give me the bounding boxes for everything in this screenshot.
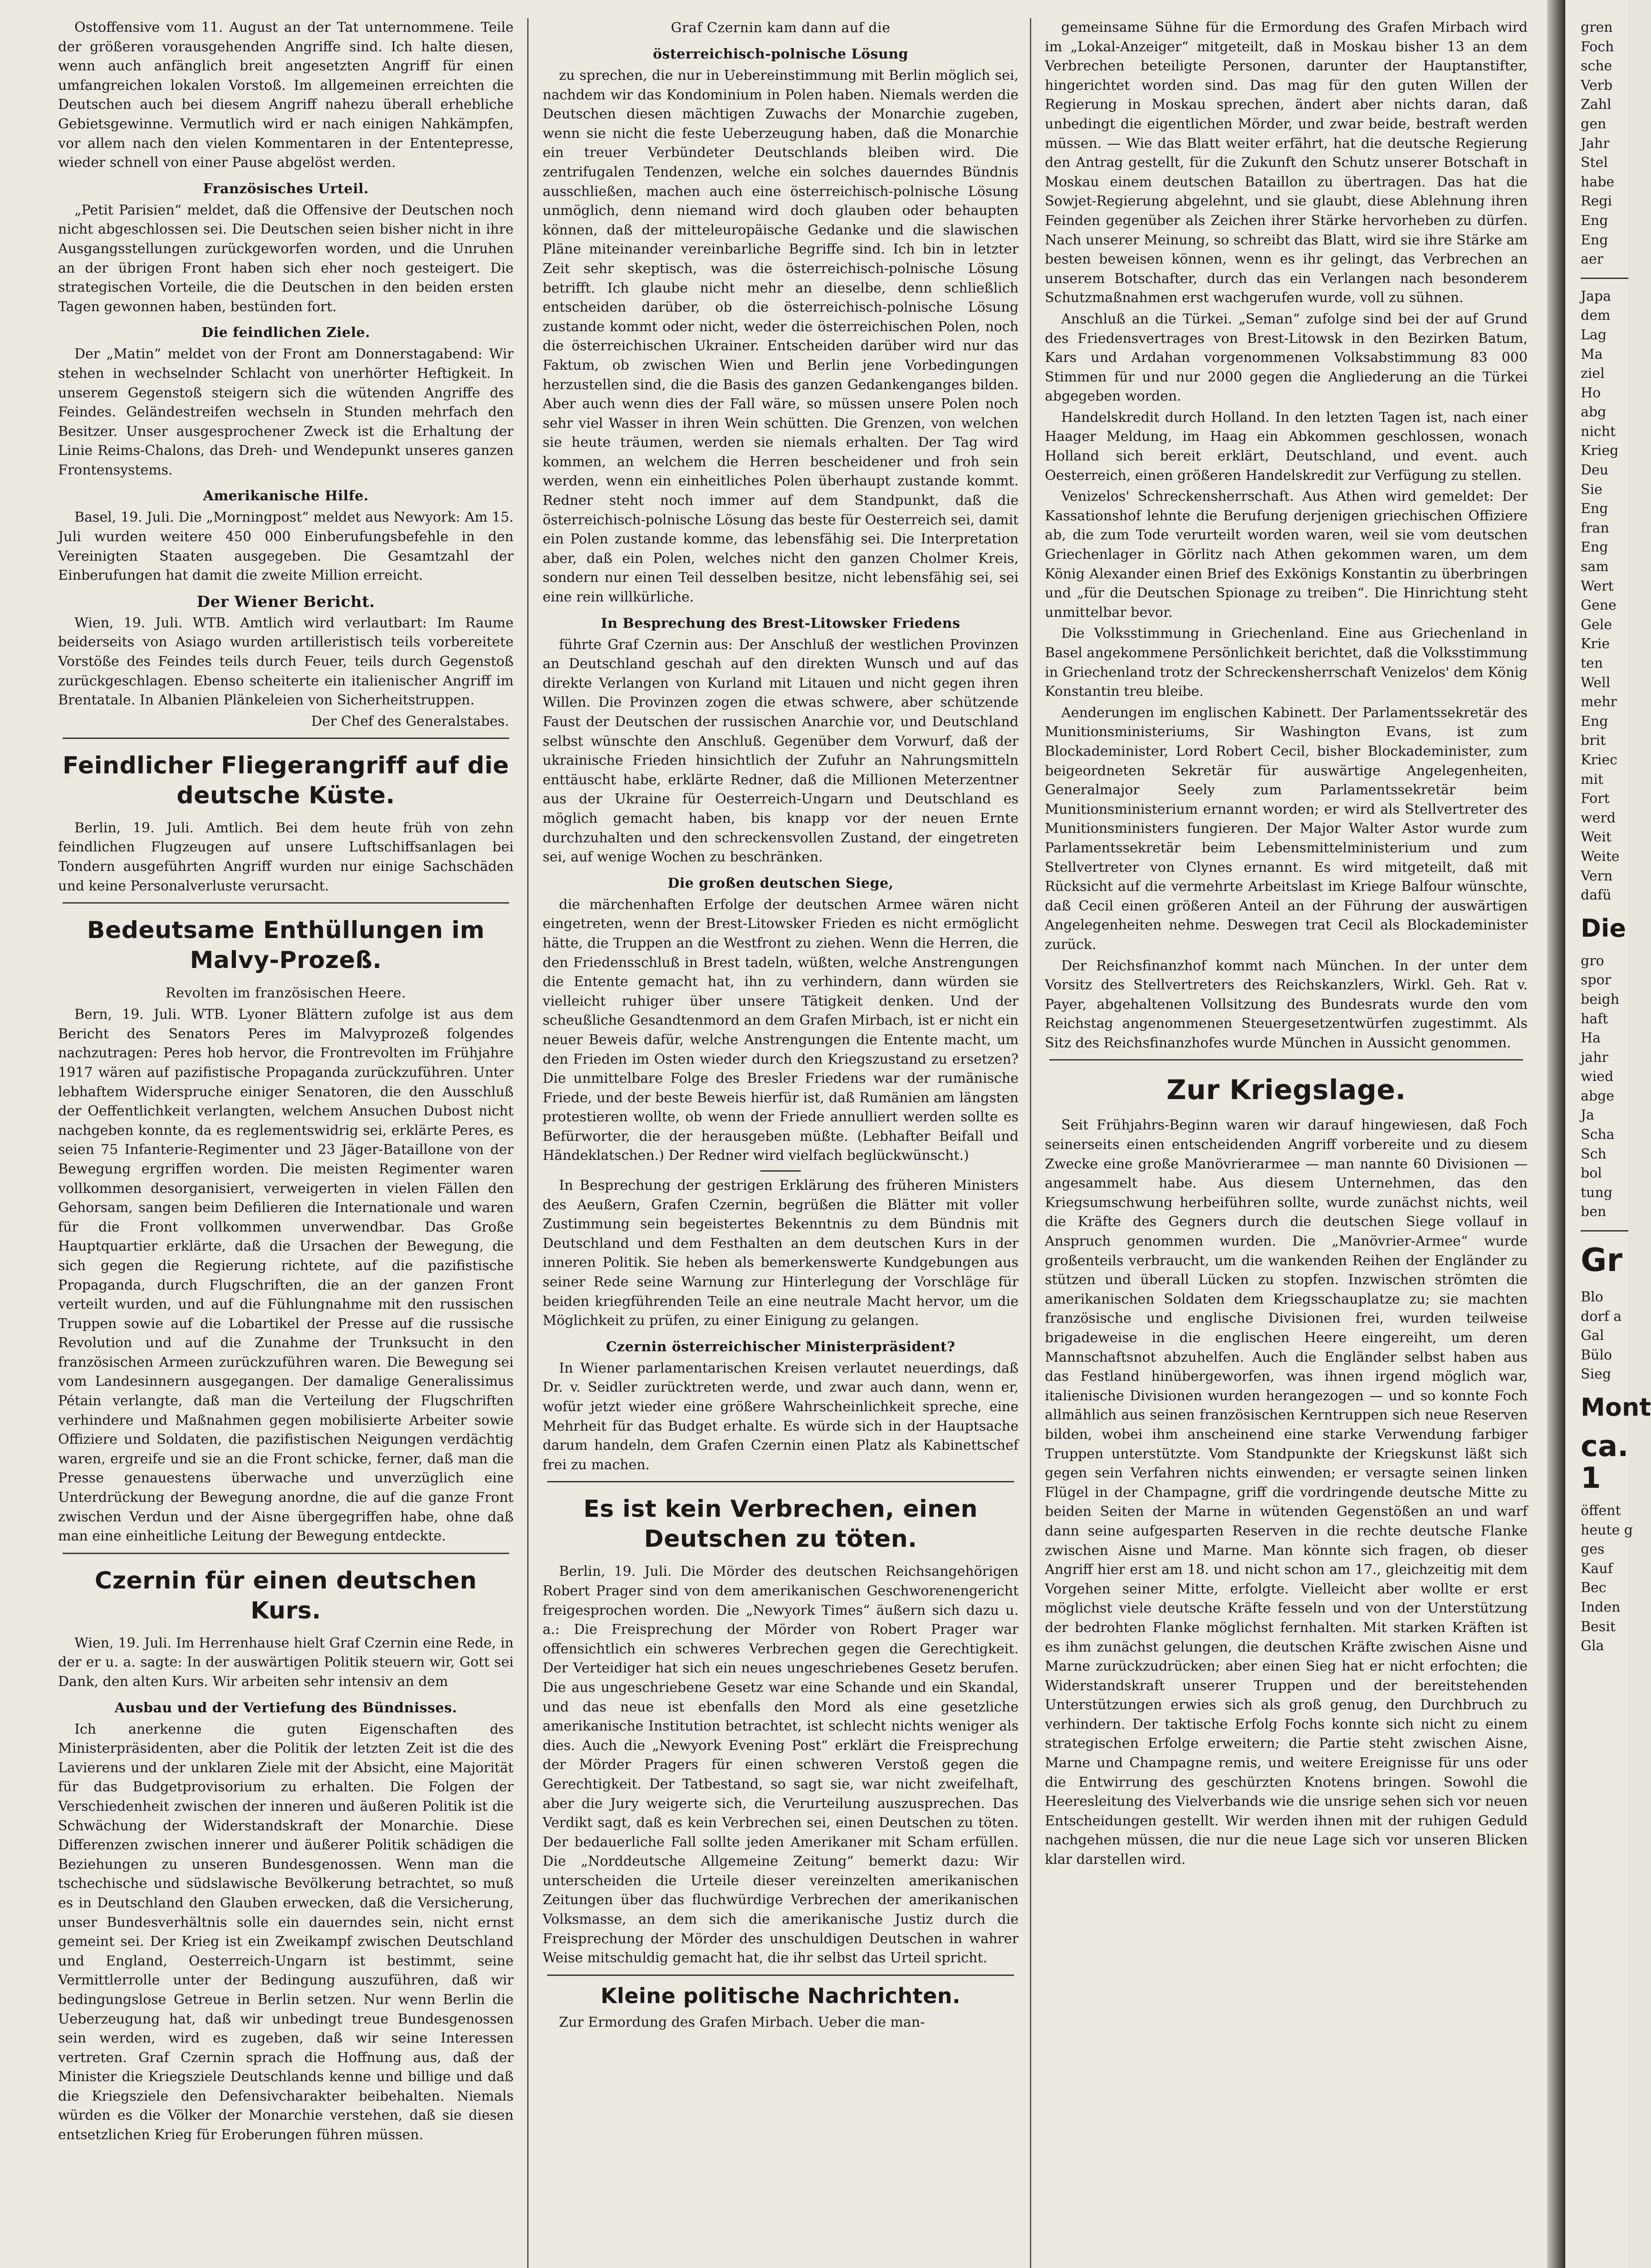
fragment-line: Inden: [1581, 1599, 1621, 1615]
signature-line: Der Chef des Generalstabes.: [311, 713, 509, 729]
fragment-line: ten: [1581, 655, 1603, 671]
article-paragraph: Berlin, 19. Juli. Amtlich. Bei dem heute früh von zehn feindlichen Flugzeugen auf unsere Luftschiffsanlagen bei Tondern ausgeführten Angriff wurden nur einige Sachschäden und keine Personalverluste verursacht.: [58, 820, 514, 894]
article-paragraph: führte Graf Czernin aus: Der Anschluß der westlichen Provinzen an Deutschland geschah auf den direkten Wunsch und auf das direkte Verlangen von Kurland mit Litauen und nicht gegen ihren Willen. Die Provinzen zogen die etwas schwere, aber schützende Faust der Deutschen der russischen Anarchie vor, und Deutschland selbst wünschte den Anschluß. Gegenüber dem Vorwurf, daß der ukrainische Frieden hinsichtlich der Zufuhr an Nahrungsmitteln enttäuscht habe, erklärte Redner, daß die Millionen Meterzentner aus der Ukraine für Oesterreich-Ungarn und Deutschland es möglich gemacht haben, bis knapp vor der neuen Ernte durchzuhalten und den schreckensvollen Zustand, der eingetreten sei, auf wenige Wochen zu beschränken.: [543, 636, 1019, 865]
fragment-line: abge: [1581, 1088, 1615, 1104]
section-heading: Revolten im französischen Heere.: [165, 985, 407, 1002]
fragment-line: Eng: [1581, 539, 1608, 556]
fragment-line: Blo: [1581, 1289, 1603, 1305]
headline: Czernin für einen deutschen Kurs.: [94, 1567, 477, 1624]
fragment-line: Gla: [1581, 1638, 1604, 1654]
fragment-line: ges: [1581, 1541, 1605, 1558]
fragment-line: dem: [1581, 308, 1611, 324]
divider: [547, 1481, 1014, 1482]
fragment-line: Lag: [1581, 327, 1607, 343]
fragment-headline: ca. 1: [1581, 1430, 1629, 1495]
article-paragraph: In Besprechung der gestrigen Erklärung des früheren Ministers des Aeußern, Grafen Czernin, begrüßen die Blätter mit voller Zustimmung sein begeistertes Bekenntnis zu dem Bündnis mit Deutschland und dem Festhalten an dem deutschen Kurs in der inneren Politik. Sie heben als bemerkenswerte Kundgebungen aus seiner Rede seine Warnung zur Hinterlegung der Vorschläge für beiden kriegführenden Teile an eine neutrale Macht hervor, um die Möglichkeit zu prüfen, zu einer Einigung zu gelangen.: [543, 1178, 1019, 1329]
fragment-line: Gene: [1581, 597, 1617, 614]
fragment-line: bol: [1581, 1165, 1602, 1182]
fragment-line: Ho: [1581, 385, 1601, 401]
column-rule: [1030, 18, 1031, 2268]
fragment-line: gro: [1581, 953, 1604, 969]
fragment-line: gen: [1581, 116, 1607, 132]
article-paragraph: Berlin, 19. Juli. Die Mörder des deutschen Reichsangehörigen Robert Prager sind von dem amerikanischen Geschworenengericht freigesprochen worden. Die „Newyork Times“ äußern sich dazu u. a.: Die Freisprechung der Mörder von Robert Prager war offensichtlich ein schweres Verbrechen gegen die Gerechtigkeit. Der Verteidiger hat sich ein neues ungeschriebenes Gesetz berufen. Die aus ungeschriebene Gesetz war eine Schande und ein Skandal, und das neue ist ebenfalls den Mord als eine gesetzliche amerikanische Institution betrachtet, ist schlecht nichts weniger als dies. Auch die „Newyork Evening Post“ erklärt die Freisprechung der Mörder Pragers für einen schweren Verstoß gegen die Gerechtigkeit. Der Tatbestand, so sagt sie, war nicht zweifelhaft, aber die Jury weigerte sich, die Verurteilung auszusprechen. Das Verdikt sagt, daß es kein Verbrechen sei, einen Deutschen zu töten. Der bedauerliche Fall sollte jeden Amerikaner mit Scham erfüllen. Die „Norddeutsche Allgemeine Zeitung“ bemerkt dazu: Wir unterscheiden die Urteile dieser vereinzelten amerikanischen Zeitungen über das fluchwürdige Verbrechen der amerikanischen Volksmasse, an dem sich die amerikanische Justiz durch die Freisprechung der Mörder des unschuldigen Deutschen in wahrer Weise mitschuldig gemacht hat, die ihr selbst das Urteil spricht.: [543, 1564, 1019, 1966]
fragment-line: Sieg: [1581, 1366, 1612, 1383]
article-paragraph: Der „Matin“ meldet von der Front am Donnerstagabend: Wir stehen in wechselnder Schlacht von unerhörter Heftigkeit. In unserem Gegenstoß steigern sich die wütenden Angriffe des Feindes. Geländestreifen wechseln in Stunden mehrfach den Besitzer. Unser ausgesprochener Zweck ist die Erhaltung der Linie Reims-Chalons, das Dreh- und Wendepunkt unseres ganzen Frontensystems.: [58, 346, 514, 478]
fragment-line: Eng: [1581, 713, 1608, 729]
section-heading: In Besprechung des Brest-Litowsker Friedens: [601, 615, 960, 631]
fragment-line: brit: [1581, 733, 1606, 749]
fragment-line: mehr: [1581, 694, 1617, 710]
fragment-line: Ja: [1581, 1107, 1594, 1124]
fragment-line: Regi: [1581, 193, 1612, 210]
section-heading: Die großen deutschen Siege,: [667, 875, 894, 891]
fragment-line: öffent: [1581, 1503, 1621, 1519]
fragment-line: Zahl: [1581, 97, 1612, 113]
article-paragraph: Seit Frühjahrs-Beginn waren wir darauf hingewiesen, daß Foch seinerseits einen entscheidenden Angriff vorbereite und zu diesem Zwecke eine große Manövrierarmee — man nannte 60 Divisionen — angesammelt habe. Aus diesem Unternehmen, das den Kriegsumschwung herbeiführen sollte, wurde zunächst nichts, weil die Kräfte des Gegners durch die deutschen Siege vollauf in Anspruch genommen wurden. Die „Manövrier-Armee“ wurde großenteils verbraucht, um die wankenden Reihen der Engländer zu stützen und überall Lücken zu stopfen. Inzwischen strömten die amerikanischen Soldaten dem Kriegsschauplatze zu; sie machten französische und englische Divisionen frei, wurden teilweise brigadeweise in die englischen Heere eingereiht, um deren Mannschaftsnot abzuhelfen. Auch die Engländer selbst haben aus das Festland hinübergeworfen, was ihnen irgend möglich war, italienische Divisionen wurden herangezogen — und so konnte Foch allmählich aus seinen französischen Kerntruppen sich neue Reserven bilden, wobei ihm anscheinend eine starke Verwendung farbiger Truppen unterstützte. Vom Standpunkte der Kriegskunst läßt sich gegen sein Verfahren nichts einwenden; er versagte seinen linken Flügel in der Champagne, griff die vordringende deutsche Mitte zu beiden Seiten der Marne in wütenden Gegenstößen an und warf dann seine aufgesparten Reserven in die rechte deutsche Flanke zwischen Aisne und Marne. Man könnte sich fragen, ob dieser Angriff hier erst am 18. und nicht schon am 17., gleichzeitig mit dem Vorgehen seiner Mitte, erfolgte. Vielleicht aber wollte er erst möglichst viele deutsche Kräfte fesseln und von der Unterstützung der bedrohten Flanke möglichst fernhalten. Mit starken Kräften ist es ihm zunächst gelungen, die deutschen Kräfte zwischen Aisne und Marne zurückzudrücken; aber einen Sieg hat er nicht erfochten; die Widerstandskraft unserer Truppen und der bereitstehenden Unterstützungen erwies sich als groß genug, den Durchbruch zu verhindern. Der taktische Erfolg Fochs konnte sich nicht zu einem strategischen Erfolge erweitern; die Partie steht zwischen Aisne, Marne und Champagne remis, und weitere Ereignisse für uns oder die Entwirrung des geschürzten Knotens bringen. Sowohl die Heeresleitung des Vielverbands wie die unsrige sehen sich vor neuen Entscheidungen gestellt. Wir werden ihnen mit der ruhigen Geduld nachgehen müssen, die nur die neue Lage sich vor unseren Blicken klar darstellen wird.: [1045, 1117, 1528, 1868]
fragment-lines: [1581, 1288, 1628, 1384]
column-3: [1037, 18, 1536, 2268]
fragment-line: tung: [1581, 1184, 1612, 1201]
news-item: Der Reichsfinanzhof kommt nach München. In der unter dem Vorsitz des Stellvertreters des Reichskanzlers, Wirkl. Geh. Rat v. Payer, abgehaltenen Vollsitzung des Bundesrats wurde den vom Reichstag angenommenen Steuergesetzentwürfen zugestimmt. Als Sitz des Reichsfinanzhofes wurde München in Aussicht genommen.: [1045, 958, 1528, 1051]
news-item: Aenderungen im englischen Kabinett. Der Parlamentssekretär des Munitionsministeriums, Sir Washington Evans, ist zum Blockademinister, Lord Robert Cecil, bisher Blockademinister, zum beigeordneten Sekretär für auswärtige Angelegenheiten, Generalmajor Seely zum Parlamentssekretär beim Munitionsministerium ernannt worden; er wird als Stellvertreter des Munitionsministers fungieren. Der Major Walter Astor wurde zum Parlamentssekretär beim Lebensmittelministerium und zum Stellvertreter von Clynes ernannt. Es wird mitgeteilt, daß mit Rücksicht auf die vermehrte Arbeitslast im Kriege Balfour wünschte, daß Cecil einen größeren Anteil an der Führung der auswärtigen Angelegenheiten nehme. Deswegen trat Cecil als Blockademinister zurück.: [1045, 704, 1528, 953]
section-heading: Ausbau und der Vertiefung des Bündnisses.: [114, 1700, 457, 1716]
news-item: Anschluß an die Türkei. „Seman“ zufolge sind bei der auf Grund des Friedensvertrages von Brest-Litowsk in den Bezirken Batum, Kars und Ardahan vorgenommenen Volksabstimmung 83 000 Stimmen für und nur 2000 gegen die Angliederung an die Türkei abgegeben worden.: [1045, 311, 1528, 405]
fragment-line: haft: [1581, 1011, 1608, 1027]
fragment-line: habe: [1581, 174, 1615, 190]
section-heading: Graf Czernin kam dann auf die: [671, 20, 891, 36]
fragment-line: Eng: [1581, 232, 1608, 248]
fragment-line: heute g: [1581, 1522, 1633, 1538]
fragment-line: Eng: [1581, 501, 1608, 517]
article-paragraph: die märchenhaften Erfolge der deutschen Armee wären nicht eingetreten, wenn der Brest-Litowsker Frieden es nicht ermöglicht hätte, die Truppen an die Westfront zu ziehen. Wenn die Herren, die den Friedensschluß in Brest tadeln, wüßten, welche Anstrengungen die Entente gemacht hat, ihn zu verhindern, dann würden sie vielleicht ruhiger über unsere Tätigkeit denken. Und der scheußliche Gesandtenmord an dem Grafen Mirbach, ist er nicht ein neuer Beweis dafür, welche Anstrengungen die Entente macht, um den Frieden im Osten wieder durch den Kriegszustand zu ersetzen? Die unmittelbare Folge des Bresler Friedens war der rumänische Friede, und der beste Beweis hierfür ist, daß Rumänien am längsten protestieren wollte, ob wenn der Friede annulliert werden sollte es Befürworter, die der herausgeben müßte. (Lebhafter Beifall und Händeklatschen.) Der Redner wird vielfach beglückwünscht.): [543, 896, 1019, 1164]
fragment-headline: Mont: [1581, 1393, 1651, 1422]
divider: [1049, 1059, 1523, 1061]
fragment-line: gren: [1581, 20, 1613, 35]
column-1: [50, 18, 522, 2268]
fragment-line: Stel: [1581, 155, 1608, 171]
section-heading: Amerikanische Hilfe.: [203, 488, 369, 504]
fragment-line: wied: [1581, 1069, 1614, 1085]
fragment-line: Vern: [1581, 868, 1613, 884]
divider: [1581, 278, 1628, 279]
fragment-line: Eng: [1581, 212, 1608, 229]
article-paragraph: Ich anerkenne die guten Eigenschaften des Ministerpräsidenten, aber die Politik der letzten Zeit ist die des Lavierens und der unklaren Ziele mit der Absicht, eine Majorität für das Budgetprovisorium zu erhalten. Die Folgen der Verschiedenheit zwischen der inneren und äußeren Politik ist die Schwächung der Widerstandskraft der Monarchie. Diese Differenzen zwischen innerer und äußerer Politik schädigen die Beziehungen zu unseren Bundesgenossen. Wenn man die tschechische und südslawische Bevölkerung betrachtet, so muß es in Deutschland den Glauben erwecken, daß die Versicherung, unser Bundesverhältnis solle ein dauerndes sein, nicht ernst gemeint sei. Der Krieg ist ein Zweikampf zwischen Deutschland und England, Oesterreich-Ungarn ist bestimmt, seine Vermittlerrolle unter der Bedingung auszuführen, daß wir bedingungslose Getreue in Berlin setzen. Nur wenn Berlin die Ueberzeugung hat, daß wir unbedingt treue Bundesgenossen sein werden, wird es zugeben, daß wir seine Interessen vertreten. Graf Czernin sprach die Hoffnung aus, daß der Minister die Kriegsziele Deutschlands kenne und billige und daß die Kriegsziele den Defensivcharakter beibehalten. Niemals würden es die Völker der Monarchie verstehen, daß sie diesen entsetzlichen Krieg für Eroberungen führen müssen.: [58, 1721, 514, 2143]
fragment-line: beigh: [1581, 991, 1620, 1007]
fragment-line: sche: [1581, 58, 1612, 74]
section-heading: österreichisch-polnische Lösung: [652, 46, 908, 62]
fragment-line: Kriec: [1581, 752, 1617, 768]
divider: [63, 902, 509, 904]
fragment-line: Scha: [1581, 1127, 1615, 1143]
fragment-line: Ha: [1581, 1030, 1601, 1046]
fragment-lines: [1581, 18, 1628, 269]
article-paragraph: Bern, 19. Juli. WTB. Lyoner Blättern zufolge ist aus dem Bericht des Senators Peres im Malvyprozeß folgendes nachzutragen: Peres hob hervor, die Frontrevolten im Frühjahre 1917 wären auf pazifistische Propaganda zurückzuführen. Unter lebhaftem Widerspruche einiger Senatoren, die den Ausschluß der Oeffentlichkeit verlangten, welchem Ansuchen Dubost nicht nachgeben konnte, da es reglementswidrig sei, erklärte Peres, es seien 75 Infanterie-Regimenter und 23 Jäger-Bataillone von der Bewegung ergriffen worden. Die meisten Regimenter waren vollkommen desorganisiert, verweigerten in vielen Fällen den Gehorsam, sangen beim Defilieren die Internationale und waren für die Front vollkommen unverwendbar. Das Große Hauptquartier erklärte, daß die Ursachen der Bewegung, die sich gegen die Regierung richtete, auf die pazifistische Propaganda, durch Flugschriften, die an der ganzen Front verteilt wurden, und auf die Fühlungnahme mit den russischen Truppen sowie auf die Lobartikel der Presse auf die russische Revolution und auf die Zunahme der Trunksucht in den französischen Armeen zurückzuführen waren. Die Bewegung sei vom Landesinnern ausgegangen. Der damalige Generalissimus Pétain verlangte, daß man die Verteilung der Flugschriften verhindere und Maßnahmen gegen mobilisierte Arbeiter sowie Offiziere und Soldaten, die pazifistischen Neigungen verdächtig waren, ergreife und sie an die Front schicke, ferner, daß man die Presse genauestens überwache und unverzüglich eine Unterdrückung der Bewegung anordne, die auf die ganze Front zwischen Verdun und der Aisne übergegriffen habe, ohne daß man eine einheitliche Leitung der Bewegung entdeckte.: [58, 1007, 514, 1545]
fragment-line: Weit: [1581, 829, 1612, 846]
fragment-line: Ma: [1581, 346, 1603, 362]
fragment-line: Krieg: [1581, 443, 1619, 459]
section-heading: Französisches Urteil.: [203, 181, 369, 197]
section-heading: Der Wiener Bericht.: [196, 592, 375, 611]
fragment-line: spor: [1581, 972, 1612, 988]
fragment-line: sam: [1581, 559, 1609, 575]
fragment-line: Bülo: [1581, 1347, 1612, 1363]
fragment-line: werd: [1581, 810, 1616, 826]
article-paragraph: Basel, 19. Juli. Die „Morningpost“ meldet aus Newyork: Am 15. Juli wurden weitere 450 000 Einberufungsbefehle in den Vereinigten Staaten ausgegeben. Die Gesamtzahl der Einberufungen hat damit die zweite Million erreicht.: [58, 509, 514, 584]
fragment-line: Wert: [1581, 578, 1614, 594]
fragment-line: Kauf: [1581, 1560, 1613, 1577]
fragment-line: Bec: [1581, 1580, 1607, 1596]
article-paragraph: Zur Ermordung des Grafen Mirbach. Ueber die man-: [559, 2014, 925, 2030]
column-rule: [527, 18, 529, 2268]
fragment-headline: Gr: [1581, 1242, 1622, 1279]
article-paragraph: Wien, 19. Juli. Im Herrenhause hielt Graf Czernin eine Rede, in der er u. a. sagte: In der auswärtigen Politik steuern wir, Gott sei Dank, den alten Kurs. Wir arbeiten sehr intensiv an dem: [58, 1635, 514, 1690]
fragment-headline: Die: [1581, 914, 1626, 943]
divider: [1581, 1230, 1628, 1232]
section-heading: Die feindlichen Ziele.: [201, 325, 370, 341]
fragment-line: Gele: [1581, 616, 1612, 633]
fragment-line: Weite: [1581, 848, 1620, 865]
fragment-line: ben: [1581, 1204, 1607, 1220]
fragment-line: Sie: [1581, 481, 1602, 498]
fragment-line: Well: [1581, 675, 1611, 691]
divider: [63, 1553, 509, 1554]
fragment-line: mit: [1581, 771, 1604, 787]
fragment-line: abg: [1581, 404, 1607, 420]
page-gutter-shadow: [1547, 0, 1565, 2268]
article-paragraph: gemeinsame Sühne für die Ermordung des Grafen Mirbach wird im „Lokal-Anzeiger“ mitgeteilt, daß in Moskau bisher 13 an dem Verbrechen beteiligte Personen, darunter der Hauptanstifter, hingerichtet worden sind. Das mag für den guten Willen der Regierung in Moskau sprechen, ändert aber nichts daran, daß unbedingt die eigentlichen Mörder, und zwar beide, bestraft werden müssen. — Wie das Blatt weiter erfährt, hat die deutsche Regierung den Antrag gestellt, für die Zukunft den Schutz unserer Botschaft in Moskau einem deutschen Bataillon zu übertragen. Das hat die Sowjet-Regierung abgelehnt, und sie glaubt, diese Ablehnung ihren Feinden gegenüber als Zeichen ihrer Stärke hervorheben zu dürfen. Nach unserer Meinung, so schreibt das Blatt, wird sie ihre Stärke am besten beweisen können, wenn es ihr gelingt, das Verbrechen an unserem Botschafter, durch das ein Verlangen nach besonderem Schutzmaßnahmen erst wachgerufen wurde, voll zu sühnen.: [1045, 20, 1528, 306]
fragment-line: Gal: [1581, 1328, 1604, 1344]
fragment-line: dafü: [1581, 887, 1612, 904]
news-item: Venizelos' Schreckensherrschaft. Aus Athen wird gemeldet: Der Kassationshof lehnte die Berufung derjenigen griechischen Offiziere ab, die zum Tode verurteilt worden waren, weil sie vom deutschen Griechenlager in Görlitz nach Athen gekommen waren, um dem König Alexander einen Brief des Exkönigs Konstantin zu überbringen und „für die Deutschen Spionage zu treiben“. Die Hinrichtung steht unmittelbar bevor.: [1045, 489, 1528, 621]
adjacent-page-fragment: [1574, 18, 1651, 2268]
headline: Kleine politische Nachrichten.: [600, 1983, 961, 2008]
divider: [63, 738, 509, 739]
fragment-line: dorf a: [1581, 1308, 1622, 1325]
headline: Es ist kein Verbrechen, einen Deutschen zu töten.: [583, 1496, 978, 1553]
article-paragraph: Wien, 19. Juli. WTB. Amtlich wird verlautbart: Im Raume beiderseits von Asiago wurden artilleristisch teils vorbereitete Vorstöße des Feindes teils durch Feuer, teils durch Gegenstoß zurückgeschlagen. Ebenso scheiterte ein italienischer Angriff im Brentatale. In Albanien Plänkeleien von Sicherheitstruppen.: [58, 615, 514, 709]
fragment-line: Japa: [1581, 288, 1612, 304]
article-paragraph: „Petit Parisien“ meldet, daß die Offensive der Deutschen noch nicht abgeschlossen sei. Die Deutschen seien bisher nicht in ihre Ausgangsstellungen zurückgeworfen worden, und die Unruhen an der übrigen Front haben sich eher noch gesteigert. Die strategischen Vorteile, die die Deutschen in den beiden ersten Tagen gewonnen haben, bestünden fort.: [58, 202, 514, 315]
fragment-line: Deu: [1581, 462, 1609, 479]
headline: Feindlicher Fliegerangriff auf die deutsche Küste.: [62, 752, 510, 809]
fragment-line: Foch: [1581, 39, 1614, 55]
fragment-lines: [1581, 1501, 1633, 1656]
divider: [760, 1170, 801, 1172]
divider: [547, 1975, 1014, 1976]
article-paragraph: zu sprechen, die nur in Uebereinstimmung mit Berlin möglich sei, nachdem wir das Kondominium in Polen haben. Niemals werden die Deutschen diesen mächtigen Zuwachs der Monarchie zugeben, wenn sie nicht die feste Ueberzeugung haben, daß die Monarchie ein treuer Verbündeter Deutschlands bleiben wird. Die zentrifugalen Tendenzen, welche ein solches dauerndes Bündnis ausschließen, machen auch eine österreichisch-polnische Lösung unmöglich, denn niemand wird doch glauben oder behaupten können, daß der mitteleuropäische Gedanke und die slawischen Pläne miteinander vereinbarliche Begriffe sind. Ich bin in letzter Zeit sehr skeptisch, was die österreichisch-polnische Lösung betrifft. Ich glaube nicht mehr an dieselbe, denn schließlich entscheiden darüber, ob die österreichisch-polnische Lösung zustande kommt oder nicht, weder die österreichischen Polen, noch die österreichischen Ukrainer. Entscheiden darüber wird nur das Faktum, ob zwischen Wien und Berlin jene Vorbedingungen herzustellen sind, die die Basis des ganzen Gedankenganges bilden. Aber auch wenn dies der Fall wäre, so müssen unsere Polen noch sehr viel Wasser in ihren Wein schütten. Die Grenzen, von welchen sie heute träumen, werden sie niemals erhalten. Der Tag wird kommen, an welchem die Herren bescheidener und froh sein werden, wenn ein einheitliches Polen überhaupt zustande kommt. Redner steht noch immer auf dem Standpunkt, daß die österreichisch-polnische Lösung das beste für Oesterreich sei, damit ein Polen zustande komme, das lebensfähig sei. Die Interpretation aber, daß ein Polen, welches nicht den ganzen Cholmer Kreis, sondern nur einen Teil desselben besitze, nicht lebensfähig sei, sei eine rein willkürliche.: [543, 68, 1019, 606]
fragment-line: Besit: [1581, 1618, 1616, 1635]
news-item: Die Volksstimmung in Griechenland. Eine aus Griechenland in Basel angekommene Persönlichkeit berichtet, daß die Volksstimmung in Griechenland trotz der Schreckensherrschaft Venizelos' dem König Konstantin treu bleibe.: [1045, 626, 1528, 700]
fragment-line: nicht: [1581, 423, 1616, 440]
fragment-line: Jahr: [1581, 135, 1610, 152]
fragment-line: Fort: [1581, 791, 1610, 807]
section-heading: Czernin österreichischer Ministerpräsident?: [606, 1339, 955, 1355]
headline: Bedeutsame Enthüllungen im Malvy-Prozeß.: [87, 917, 485, 974]
fragment-lines: [1581, 952, 1628, 1222]
fragment-line: aer: [1581, 251, 1603, 268]
news-item: Handelskredit durch Holland. In den letzten Tagen ist, nach einer Haager Meldung, im Haag ein Abkommen geschlossen, wonach Holland sich bereit erklärt, Deutschland, und event. auch Oesterreich, einen größeren Handelskredit zur Verfügung zu stellen.: [1045, 409, 1528, 484]
fragment-line: jahr: [1581, 1049, 1608, 1066]
fragment-line: fran: [1581, 520, 1609, 536]
fragment-line: Krie: [1581, 636, 1610, 652]
fragment-line: Sch: [1581, 1146, 1607, 1162]
headline: Zur Kriegslage.: [1166, 1074, 1406, 1106]
fragment-line: ziel: [1581, 366, 1605, 382]
column-2: [534, 18, 1027, 2268]
article-paragraph: In Wiener parlamentarischen Kreisen verlautet neuerdings, daß Dr. v. Seidler zurücktreten werde, und zwar auch dann, wenn er, wofür jetzt wieder eine größere Wahrscheinlichkeit spreche, eine Mehrheit für das Budget erhalte. Es würde sich in der Hauptsache darum handeln, dem Grafen Czernin einen Platz als Kabinettschef frei zu machen.: [543, 1360, 1019, 1473]
fragment-lines: [1581, 287, 1628, 905]
fragment-line: Verb: [1581, 77, 1613, 93]
article-intro: Ostoffensive vom 11. August an der Tat unternommene. Teile der größeren vorausgehenden Angriffe sind. Ich halte diesen, wenn auch anfänglich breit angesetzten Angriff für einen umfangreichen lokalen Vorstoß. Im allgemeinen erreichten die Deutschen auch bei diesem Angriff nahezu überall erhebliche Gebietsgewinne. Vermutlich wird er nach einigen Nahkämpfen, vor allem nach den vielen Kommentaren in der Ententepresse, wieder schnell von einer Pause abgelöst werden.: [58, 20, 514, 171]
